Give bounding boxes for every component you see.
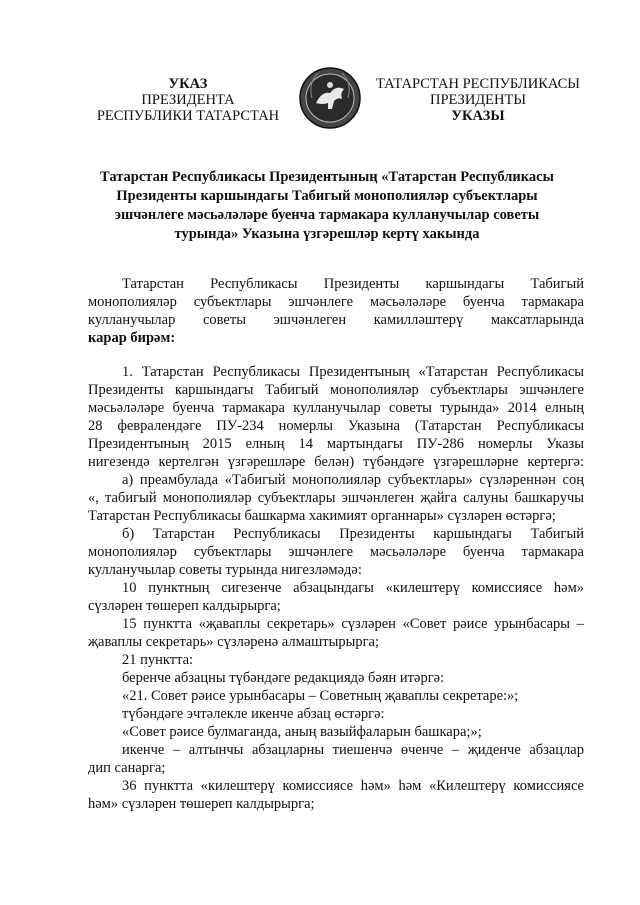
body-line: монополияләр субъектлары эшчәнлеге мәсьәләләре буенча тармакара [88,544,584,560]
decree-body [88,363,584,813]
preamble-line: кулланучылар советы эшчәнлеген камилләштерү максатларында [88,312,584,328]
tatarstan-coat-of-arms-icon [298,63,362,133]
header-left-line: ПРЕЗИДЕНТА [141,92,235,108]
title-line: эшчәнлеге мәсьәләләре буенча тармакара кулланучылар советы [114,207,540,223]
title-line: Татарстан Республикасы Президентының «Татарстан Республикасы [100,169,554,185]
decree-title [92,168,562,244]
body-line: Президенты каршындагы Табигый монополияләр субъектлары эшчәнлеге [88,382,584,398]
body-line: «, табигый монополияләр субъектлары эшчәнлеген җайга салуны башкаручы [88,490,584,506]
header-right [368,76,588,124]
preamble-decision: карар бирәм: [88,330,176,346]
body-line: беренче абзацны түбәндәге редакциядә бәян итәргә: [122,670,445,686]
body-line: һәм» сүзләрен төшереп калдырырга; [88,796,315,812]
body-line: «Совет рәисе булмаганда, аның вазыйфаларын башкара;»; [122,724,482,740]
preamble [88,275,584,347]
body-line: 15 пунктта «җаваплы секретарь» сүзләрен «Совет рәисе урынбасары – [122,616,584,632]
body-line: 21 пунктта: [122,652,194,668]
body-line: түбәндәге эчтәлекле икенче абзац өстәргә: [122,706,385,722]
body-line: икенче – алтынчы абзацларны тиешенчә өченче – җиденче абзацлар [122,742,584,758]
body-line: Татарстан Республикасы башкарма хакимият органнары» сүзләрен өстәргә; [88,508,556,524]
body-line: 28 февралендәге ПУ-234 номерлы Указына (Татарстан Республикасы [88,418,584,434]
header-left-line: РЕСПУБЛИКИ ТАТАРСТАН [96,108,280,124]
body-line: Президентының 2015 елның 14 мартындагы ПУ-286 номерлы Указы [88,436,584,452]
body-line: кулланучылар советы турында нигезләмәдә: [88,562,362,578]
body-line: мәсьәләләре буенча тармакара кулланучылар советы турында» 2014 елның [88,400,584,416]
header-left-line: УКАЗ [168,76,208,92]
body-line: б) Татарстан Республикасы Президенты каршындагы Табигый [122,526,584,542]
body-line: нигезендә кертелгән үзгәрешләре белән) түбәндәге үзгәрешләрне кертергә: [88,454,584,470]
body-line: 36 пунктта «килештерү комиссиясе һәм» һәм «Килештерү комиссиясе [122,778,584,794]
body-line: сүзләрен төшереп калдырырга; [88,598,281,614]
title-line: турында» Указына үзгәрешләр кертү хакында [174,226,480,242]
header-left [88,76,288,124]
header-right-line: ПРЕЗИДЕНТЫ [429,92,527,108]
preamble-line: монополияләр субъектлары эшчәнлеге мәсьәләләре буенча тармакара [88,294,584,310]
title-line: Президенты каршындагы Табигый монополияләр субъектлары [116,188,538,204]
body-line: 1. Татарстан Республикасы Президентының «Татарстан Республикасы [122,364,584,380]
header-right-line: ТАТАРСТАН РЕСПУБЛИКАСЫ [376,76,580,92]
body-line: дип санарга; [88,760,166,776]
header-right-line: УКАЗЫ [451,108,505,124]
body-line: 10 пунктның сигезенче абзацындагы «килештерү комиссиясе һәм» [122,580,584,596]
preamble-line: Татарстан Республикасы Президенты каршындагы Табигый [122,276,584,292]
body-line: «21. Совет рәисе урынбасары – Советның җаваплы секретаре:»; [122,688,519,704]
body-line: җаваплы секретарь» сүзләренә алмаштырырга; [88,634,379,650]
body-line: а) преамбулада «Табигый монополияләр субъектлары» сүзләреннән соң [122,472,584,488]
